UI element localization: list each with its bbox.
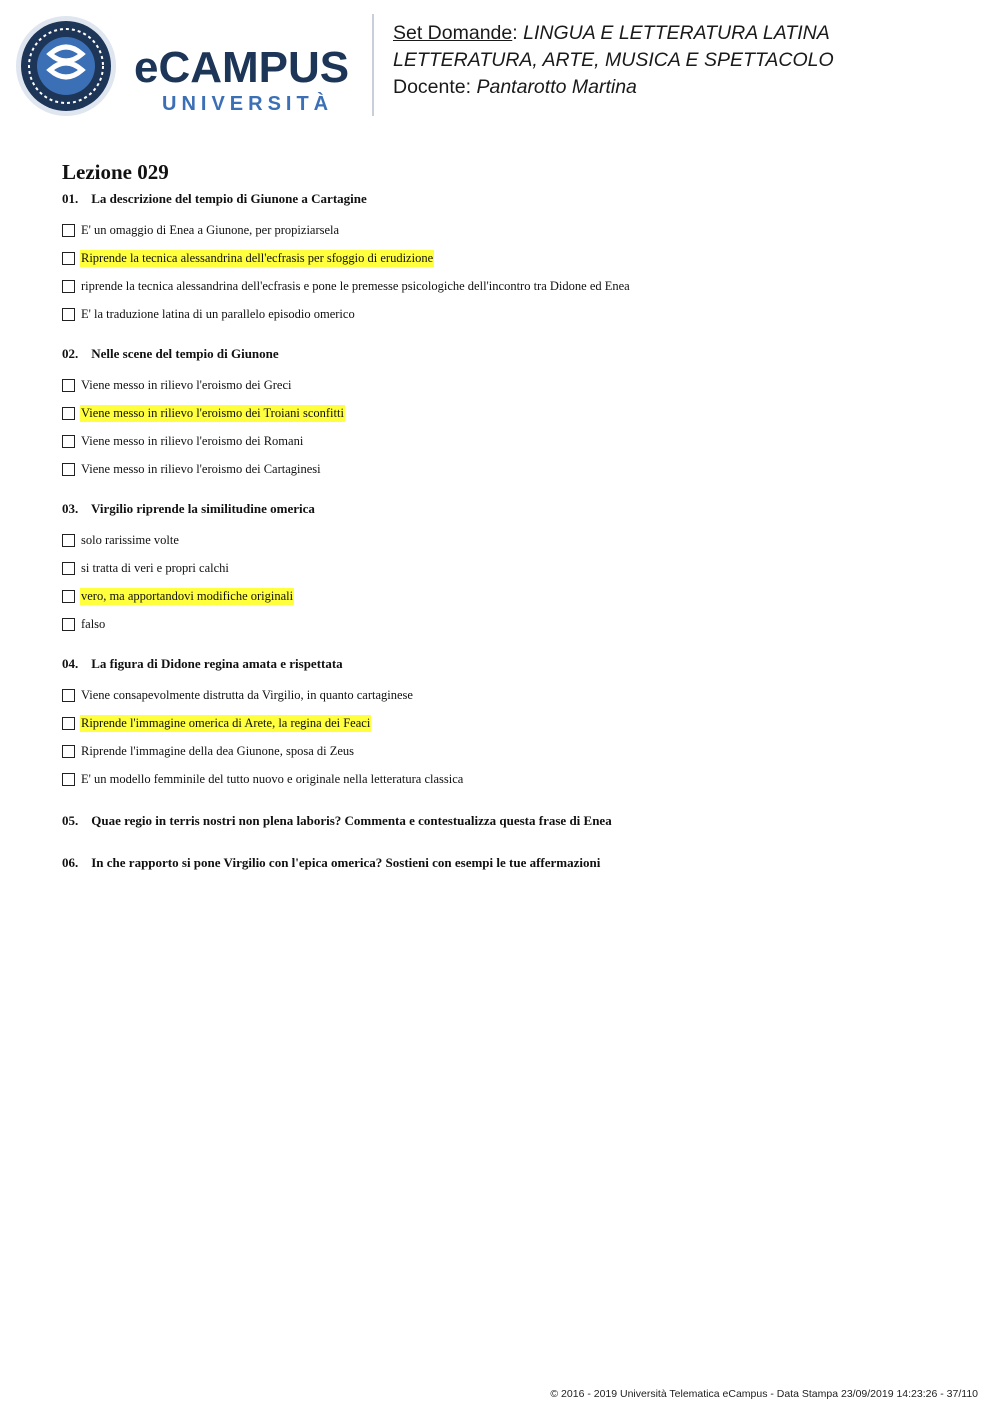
checkbox[interactable] bbox=[62, 379, 75, 392]
checkbox[interactable] bbox=[62, 224, 75, 237]
course-name-line2: LETTERATURA, ARTE, MUSICA E SPETTACOLO bbox=[393, 49, 834, 71]
answer-text-highlighted: Riprende la tecnica alessandrina dell'ecfrasis per sfoggio di erudizione bbox=[81, 250, 434, 265]
answer-option[interactable] bbox=[62, 371, 942, 399]
answer-text: solo rarissime volte bbox=[81, 532, 179, 547]
question-text: La figura di Didone regina amata e rispettata bbox=[91, 656, 343, 671]
page-header bbox=[0, 0, 1000, 130]
open-question-05 bbox=[62, 813, 942, 829]
answer-text-highlighted: Viene messo in rilievo l'eroismo dei Troiani sconfitti bbox=[81, 405, 344, 420]
answer-text: E' la traduzione latina di un parallelo episodio omerico bbox=[81, 306, 355, 321]
answer-option[interactable] bbox=[62, 610, 942, 638]
answer-text: falso bbox=[81, 616, 106, 631]
set-colon: : bbox=[512, 22, 518, 44]
ecampus-logo bbox=[14, 14, 359, 119]
checkbox[interactable] bbox=[62, 463, 75, 476]
answer-option[interactable] bbox=[62, 526, 942, 554]
answer-option[interactable] bbox=[62, 681, 942, 709]
checkbox[interactable] bbox=[62, 435, 75, 448]
question-gap bbox=[62, 638, 942, 652]
question-number: 01. bbox=[62, 191, 79, 206]
question-gap bbox=[62, 793, 942, 807]
checkbox[interactable] bbox=[62, 407, 75, 420]
answer-option-correct[interactable] bbox=[62, 244, 942, 272]
answer-text-highlighted: vero, ma apportandovi modifiche originali bbox=[81, 588, 294, 603]
set-label: Set Domande bbox=[393, 22, 513, 44]
logo-brand: eCAMPUS bbox=[134, 43, 350, 92]
answer-option[interactable] bbox=[62, 427, 942, 455]
question-04 bbox=[62, 656, 942, 793]
question-title bbox=[62, 191, 942, 207]
answer-text: riprende la tecnica alessandrina dell'ecfrasis e pone le premesse psicologiche dell'incontro tra Didone ed Enea bbox=[81, 278, 630, 293]
answer-option[interactable] bbox=[62, 737, 942, 765]
answer-text: E' un modello femminile del tutto nuovo e originale nella letteratura classica bbox=[81, 771, 464, 786]
answer-option-correct[interactable] bbox=[62, 582, 942, 610]
question-number: 05. bbox=[62, 813, 79, 828]
question-title bbox=[62, 346, 942, 362]
answer-option[interactable] bbox=[62, 765, 942, 793]
checkbox[interactable] bbox=[62, 308, 75, 321]
question-text: Quae regio in terris nostri non plena laboris? Commenta e contestualizza questa frase di Enea bbox=[91, 813, 612, 828]
checkbox[interactable] bbox=[62, 689, 75, 702]
course-info bbox=[393, 20, 834, 101]
page-footer: © 2016 - 2019 Università Telematica eCampus - Data Stampa 23/09/2019 14:23:26 - 37/110 bbox=[550, 1388, 978, 1400]
question-02 bbox=[62, 346, 942, 483]
answer-option-correct[interactable] bbox=[62, 709, 942, 737]
answer-option-correct[interactable] bbox=[62, 399, 942, 427]
question-text: Virgilio riprende la similitudine omerica bbox=[91, 501, 315, 516]
question-number: 03. bbox=[62, 501, 79, 516]
answer-option[interactable] bbox=[62, 216, 942, 244]
question-title bbox=[62, 656, 942, 672]
question-title bbox=[62, 501, 942, 517]
answer-text: Viene messo in rilievo l'eroismo dei Greci bbox=[81, 377, 292, 392]
course-line-1 bbox=[393, 20, 834, 47]
question-number: 04. bbox=[62, 656, 79, 671]
answer-option[interactable] bbox=[62, 300, 942, 328]
checkbox[interactable] bbox=[62, 280, 75, 293]
answer-text: Viene messo in rilievo l'eroismo dei Cartaginesi bbox=[81, 461, 321, 476]
answer-text: si tratta di veri e propri calchi bbox=[81, 560, 229, 575]
question-01 bbox=[62, 191, 942, 328]
question-text: La descrizione del tempio di Giunone a Cartagine bbox=[91, 191, 367, 206]
answer-option[interactable] bbox=[62, 554, 942, 582]
question-gap bbox=[62, 328, 942, 342]
lesson-title: Lezione 029 bbox=[62, 160, 169, 184]
question-03 bbox=[62, 501, 942, 638]
answer-option[interactable] bbox=[62, 272, 942, 300]
checkbox[interactable] bbox=[62, 773, 75, 786]
checkbox[interactable] bbox=[62, 717, 75, 730]
checkbox[interactable] bbox=[62, 562, 75, 575]
teacher-line bbox=[393, 74, 834, 101]
answer-text: Viene messo in rilievo l'eroismo dei Romani bbox=[81, 433, 304, 448]
checkbox[interactable] bbox=[62, 745, 75, 758]
checkbox[interactable] bbox=[62, 252, 75, 265]
checkbox[interactable] bbox=[62, 590, 75, 603]
question-number: 02. bbox=[62, 346, 79, 361]
answer-text-highlighted: Riprende l'immagine omerica di Arete, la regina dei Feaci bbox=[81, 715, 371, 730]
answer-option[interactable] bbox=[62, 455, 942, 483]
course-name-line1: LINGUA E LETTERATURA LATINA bbox=[523, 22, 830, 44]
question-text: In che rapporto si pone Virgilio con l'epica omerica? Sostieni con esempi le tue affermazioni bbox=[91, 855, 601, 870]
answer-text: Viene consapevolmente distrutta da Virgilio, in quanto cartaginese bbox=[81, 687, 413, 702]
checkbox[interactable] bbox=[62, 618, 75, 631]
lesson-content bbox=[62, 160, 942, 897]
answer-text: Riprende l'immagine della dea Giunone, sposa di Zeus bbox=[81, 743, 355, 758]
header-divider bbox=[372, 14, 374, 116]
teacher-label: Docente: bbox=[393, 76, 472, 98]
question-number: 06. bbox=[62, 855, 79, 870]
answer-text: E' un omaggio di Enea a Giunone, per propiziarsela bbox=[81, 222, 340, 237]
ecampus-logo-icon bbox=[14, 14, 359, 119]
question-gap bbox=[62, 483, 942, 497]
open-question-06 bbox=[62, 855, 942, 871]
teacher-name: Pantarotto Martina bbox=[476, 76, 637, 98]
checkbox[interactable] bbox=[62, 534, 75, 547]
question-text: Nelle scene del tempio di Giunone bbox=[91, 346, 279, 361]
logo-subtitle: UNIVERSITÀ bbox=[162, 93, 334, 115]
